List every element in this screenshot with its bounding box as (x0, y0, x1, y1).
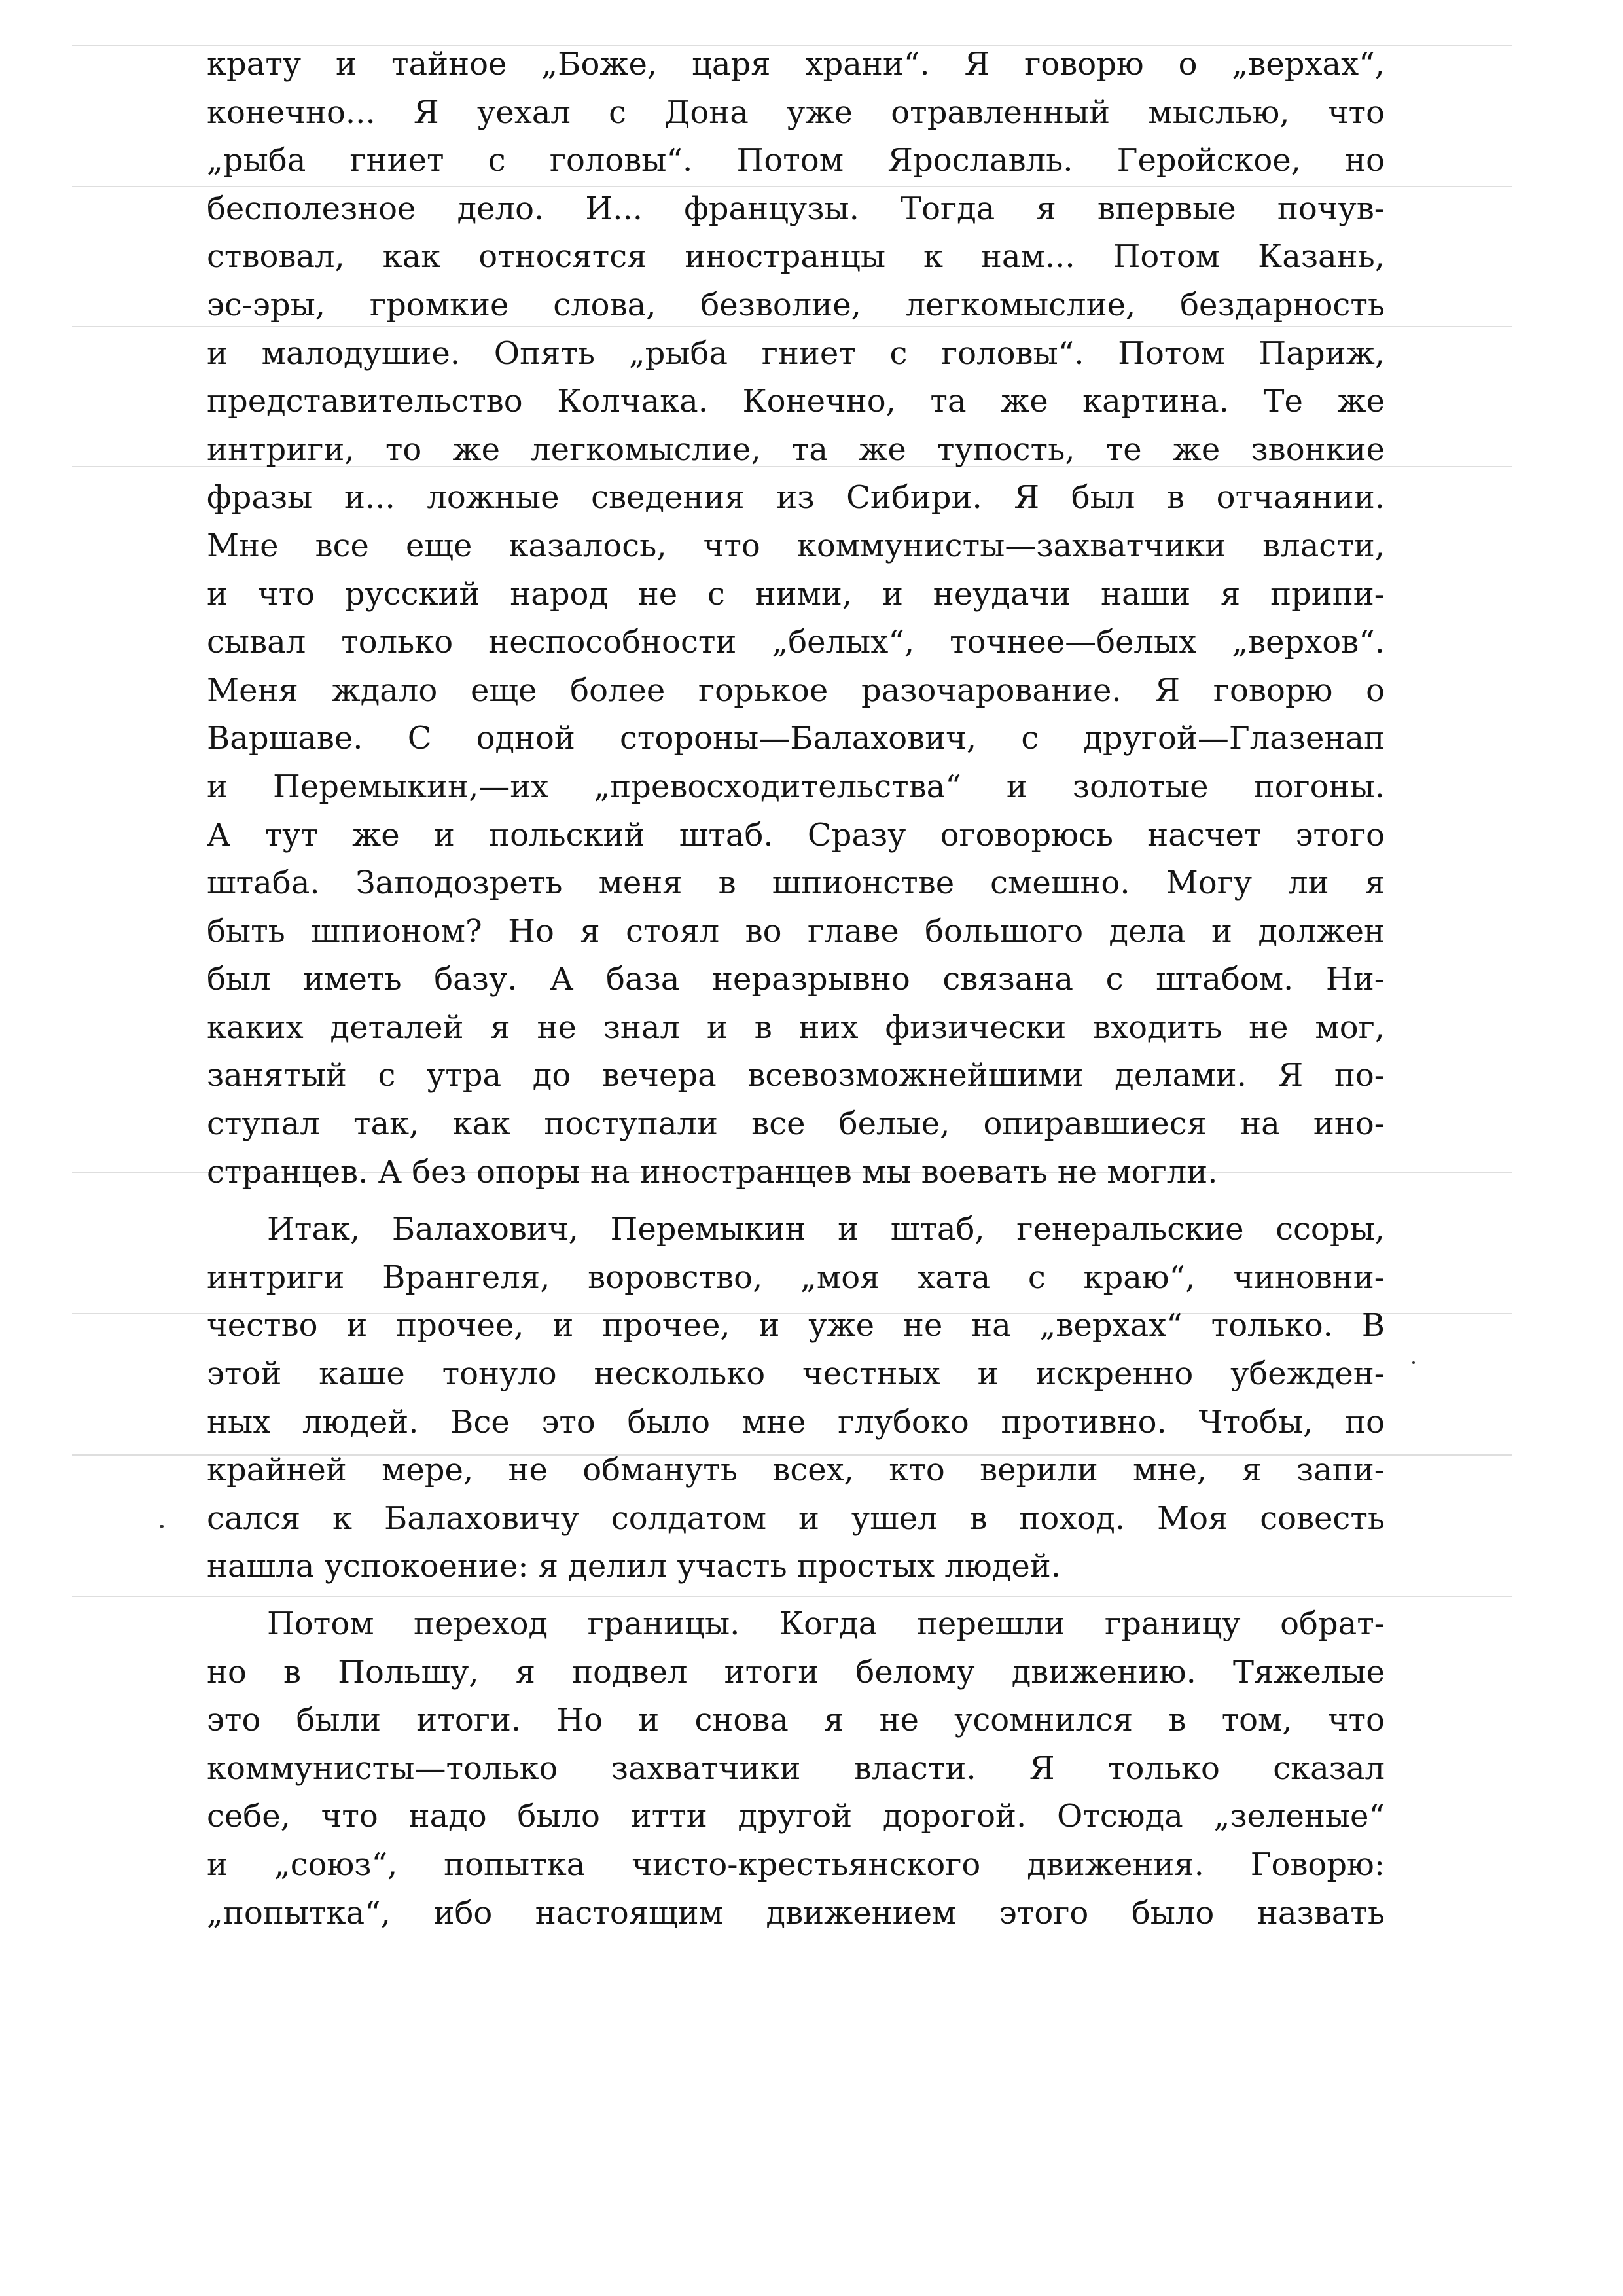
text-line: Потом переход границы. Когда перешли границу обрат- (267, 1605, 1385, 1642)
text-line: крайней мере, не обмануть всех, кто верили мне, я запи- (207, 1452, 1385, 1489)
text-line: эс-эры, громкие слова, безволие, легкомыслие, бездарность (207, 286, 1385, 323)
text-line: „рыба гниет с головы“. Потом Ярославль. Геройское, но (207, 142, 1385, 179)
text-line: ствовал, как относятся иностранцы к нам... Потом Казань, (207, 238, 1385, 276)
text-line: бесполезное дело. И... французы. Тогда я впервые почув- (207, 190, 1385, 227)
text-line: быть шпионом? Но я стоял во главе большого дела и должен (207, 912, 1385, 950)
text-line: А тут же и польский штаб. Сразу оговорюсь насчет этого (207, 816, 1385, 853)
text-line: и малодушие. Опять „рыба гниет с головы“. Потом Париж, (207, 334, 1385, 372)
text-line: каких деталей я не знал и в них физически входить не мог, (207, 1009, 1385, 1046)
text-line: штаба. Заподозреть меня в шпионстве смешно. Могу ли я (207, 865, 1385, 902)
text-line: сался к Балаховичу солдатом и ушел в поход. Моя совесть (207, 1499, 1385, 1537)
text-line: и Перемыкин,—их „превосходительства“ и золотые погоны. (207, 768, 1385, 805)
body-text (207, 41, 1385, 1937)
paragraph (207, 1600, 1385, 1937)
text-line: интриги Врангеля, воровство, „моя хата с краю“, чиновни- (207, 1259, 1385, 1296)
text-line: интриги, то же легкомыслие, та же тупость, те же звонкие (207, 431, 1385, 468)
text-line: был иметь базу. А база неразрывно связана с штабом. Ни- (207, 961, 1385, 998)
print-speck (1412, 1361, 1415, 1364)
text-line: конечно... Я уехал с Дона уже отравленный мыслью, что (207, 94, 1385, 131)
text-line: странцев. А без опоры на иностранцев мы воевать не могли. (207, 1153, 1218, 1191)
paragraph-gap (207, 1196, 1385, 1206)
text-line: представительство Колчака. Конечно, та же картина. Те же (207, 383, 1385, 420)
text-line: Мне все еще казалось, что коммунисты—захватчики власти, (207, 527, 1385, 564)
text-line: „попытка“, ибо настоящим движением этого было назвать (207, 1894, 1385, 1931)
text-line: и что русский народ не с ними, и неудачи наши я припи- (207, 575, 1385, 613)
text-line: Варшаве. С одной стороны—Балахович, с другой—Глазенап (207, 720, 1385, 757)
text-line: нашла успокоение: я делил участь простых людей. (207, 1548, 1061, 1585)
text-line: крату и тайное „Боже, царя храни“. Я говорю о „верхах“, (207, 46, 1385, 82)
paragraph (207, 1206, 1385, 1591)
text-line: и „союз“, попытка чисто-крестьянского движения. Говорю: (207, 1846, 1385, 1883)
text-line: Меня ждало еще более горькое разочарование. Я говорю о (207, 672, 1385, 709)
print-speck (160, 1525, 164, 1528)
text-line: ных людей. Все это было мне глубоко противно. Чтобы, по (207, 1403, 1385, 1441)
text-line: сывал только неспособности „белых“, точнее—белых „верхов“. (207, 624, 1385, 661)
paragraph-gap (207, 1591, 1385, 1600)
text-line: этой каше тонуло несколько честных и искренно убежден- (207, 1355, 1385, 1393)
text-line: чество и прочее, и прочее, и уже не на „верхах“ только. В (207, 1307, 1385, 1344)
text-line: Итак, Балахович, Перемыкин и штаб, генеральские ссоры, (267, 1211, 1385, 1248)
text-line: но в Польшу, я подвел итоги белому движению. Тяжелые (207, 1653, 1385, 1691)
text-line: это были итоги. Но и снова я не усомнился в том, что (207, 1702, 1385, 1739)
text-line: себе, что надо было итти другой дорогой. Отсюда „зеленые“ (207, 1798, 1385, 1835)
paragraph (207, 41, 1385, 1196)
text-line: коммунисты—только захватчики власти. Я только сказал (207, 1749, 1385, 1787)
text-line: занятый с утра до вечера всевозможнейшими делами. Я по- (207, 1057, 1385, 1094)
text-line: ступал так, как поступали все белые, опиравшиеся на ино- (207, 1105, 1385, 1143)
text-line: фразы и... ложные сведения из Сибири. Я был в отчаянии. (207, 479, 1385, 516)
